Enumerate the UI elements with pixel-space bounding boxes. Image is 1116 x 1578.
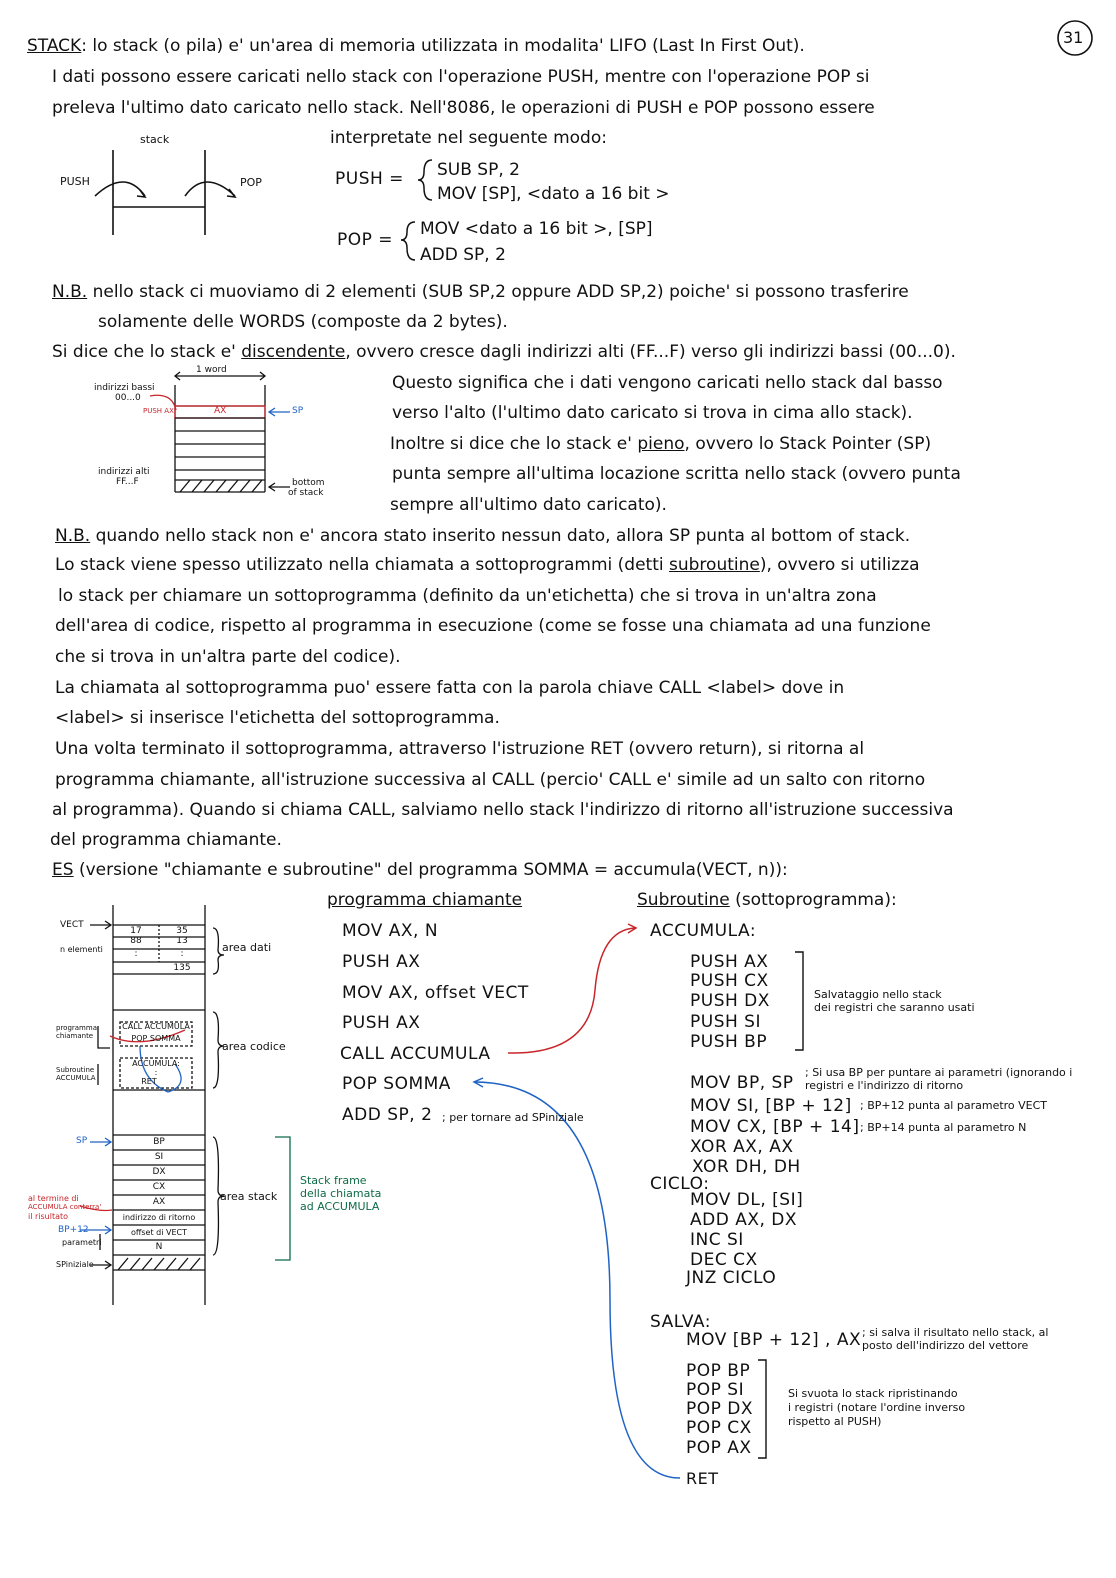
stack-term: STACK bbox=[27, 36, 82, 56]
para3-line-6: <label> si inserisce l'etichetta del sottoprogramma. bbox=[55, 708, 500, 728]
example-title: ES (versione "chiamante e subroutine" del programma SOMMA = accumula(VECT, n)): bbox=[52, 860, 788, 880]
para2-line-5: sempre all'ultimo dato caricato). bbox=[390, 495, 667, 515]
pop-line: POP AX bbox=[686, 1438, 752, 1458]
caller-title: programma chiamante bbox=[327, 890, 523, 910]
bottom-hatch bbox=[180, 480, 262, 492]
intro-line-1: STACK: lo stack (o pila) e' un'area di memoria utilizzata in modalita' LIFO (Last In First Out). bbox=[27, 36, 805, 56]
caller-line: MOV AX, offset VECT bbox=[342, 983, 529, 1003]
pop-def-line-2: ADD SP, 2 bbox=[420, 245, 506, 265]
word-label: 1 word bbox=[196, 365, 227, 375]
push-def-line-1: SUB SP, 2 bbox=[437, 160, 520, 180]
mov-line: MOV SI, [BP + 12] bbox=[690, 1096, 852, 1116]
para2-line-3: Inoltre si dice che lo stack e' pieno, ovvero lo Stack Pointer (SP) bbox=[390, 434, 932, 454]
push-line: PUSH SI bbox=[690, 1012, 761, 1032]
mov-comment: ; BP+12 punta al parametro VECT bbox=[860, 1099, 1048, 1112]
data-cell: 13 bbox=[176, 936, 188, 946]
stack-bottom-hatch bbox=[118, 1258, 200, 1270]
push-pop-diagram bbox=[95, 150, 235, 235]
stack-cell-n: N bbox=[155, 1242, 163, 1252]
caller-line: PUSH AX bbox=[342, 1013, 421, 1033]
parametri-label: parametri bbox=[62, 1238, 102, 1247]
push-line: PUSH BP bbox=[690, 1032, 768, 1052]
pop-arrow-icon bbox=[185, 182, 235, 196]
subroutine-title: Subroutine (sottoprogramma): bbox=[637, 890, 897, 910]
pop-line: POP BP bbox=[686, 1361, 751, 1381]
para3-line-3: dell'area di codice, rispetto al programma in esecuzione (come se fosse una chiamata ad una funzione bbox=[55, 616, 931, 636]
pop-line: POP DX bbox=[686, 1399, 754, 1419]
data-cell: 135 bbox=[173, 963, 191, 973]
data-cell: 88 bbox=[130, 936, 142, 946]
mov-line: XOR AX, AX bbox=[690, 1137, 794, 1157]
sp-iniziale-label: SPiniziale bbox=[56, 1260, 94, 1269]
salva-comment-2: posto dell'indirizzo del vettore bbox=[862, 1339, 1029, 1352]
pop-line: POP SI bbox=[686, 1380, 745, 1400]
call-accumula-cell: CALL ACCUMULA bbox=[122, 1022, 190, 1031]
push-line: PUSH DX bbox=[690, 991, 770, 1011]
low-addr-label: indirizzi bassi bbox=[94, 383, 155, 393]
stack-cell-return-address: indirizzo di ritorno bbox=[122, 1213, 196, 1222]
accumula-dots: : bbox=[154, 1068, 158, 1077]
push-comment-1: Salvataggio nello stack bbox=[814, 988, 942, 1001]
para3-line-2: lo stack per chiamare un sottoprogramma (definito da un'etichetta) che si trova in un'altra zona bbox=[58, 586, 877, 606]
para3-line-7: Una volta terminato il sottoprogramma, attraverso l'istruzione RET (ovvero return), si ritorna al bbox=[55, 739, 865, 759]
push-def-lhs: PUSH = bbox=[335, 169, 404, 189]
stack-cell-cx: CX bbox=[152, 1182, 166, 1192]
data-cell: : bbox=[134, 949, 138, 959]
low-addr-value: 00...0 bbox=[115, 393, 141, 403]
push-line: PUSH AX bbox=[690, 952, 769, 972]
stack-frame-label-2: della chiamata bbox=[300, 1187, 382, 1200]
stack-cell-si: SI bbox=[154, 1152, 164, 1162]
prog-chiamante-label: programma chiamante bbox=[56, 1024, 97, 1040]
para3-line-5: La chiamata al sottoprogramma puo' essere fatta con la parola chiave CALL <label> dove in bbox=[55, 678, 845, 698]
para3-line-1: Lo stack viene spesso utilizzato nella chiamata a sottoprogrammi (detti subroutine), ovvero si utilizza bbox=[55, 555, 920, 575]
push-label: PUSH bbox=[60, 175, 90, 188]
page-number: 31 bbox=[1063, 28, 1084, 47]
stack-frame-label-1: Stack frame bbox=[300, 1174, 367, 1187]
stack-label: stack bbox=[140, 133, 170, 146]
caller-line: PUSH AX bbox=[342, 952, 421, 972]
pop-somma-cell: POP SOMMA bbox=[131, 1034, 181, 1043]
pop-comment-2: i registri (notare l'ordine inverso bbox=[788, 1401, 966, 1414]
caller-line: CALL ACCUMULA bbox=[340, 1044, 491, 1064]
para2-line-4: punta sempre all'ultima locazione scritta nello stack (ovvero punta bbox=[392, 464, 961, 484]
n-elementi-label: n elementi bbox=[60, 945, 103, 954]
para3-line-9: al programma). Quando si chiama CALL, salviamo nello stack l'indirizzo di ritorno all'istruzione successiva bbox=[52, 800, 954, 820]
intro-line-3: preleva l'ultimo dato caricato nello stack. Nell'8086, le operazioni di PUSH e POP possono essere bbox=[52, 98, 875, 118]
push-line: PUSH CX bbox=[690, 971, 769, 991]
ret-line: RET bbox=[686, 1469, 719, 1488]
salva-comment-1: ; si salva il risultato nello stack, al bbox=[862, 1326, 1049, 1339]
area-stack-label: area stack bbox=[220, 1190, 278, 1203]
data-cell: : bbox=[180, 949, 184, 959]
push-arrow-icon bbox=[95, 182, 145, 196]
para3-line-10: del programma chiamante. bbox=[50, 830, 282, 850]
subroutine-label: ACCUMULA: bbox=[650, 921, 757, 941]
descending-stack-diagram bbox=[150, 372, 290, 492]
push-ax-label: PUSH AX bbox=[143, 407, 174, 415]
pop-def-line-1: MOV <dato a 16 bit >, [SP] bbox=[420, 219, 653, 239]
intro-line-4: interpretate nel seguente modo: bbox=[330, 128, 607, 148]
red-note-3: il risultato bbox=[28, 1212, 69, 1221]
nb1-line-2: solamente delle WORDS (composte da 2 bytes). bbox=[98, 312, 508, 332]
salva-line: MOV [BP + 12] , AX bbox=[686, 1330, 862, 1350]
para2-line-2: verso l'alto (l'ultimo dato caricato si trova in cima allo stack). bbox=[392, 403, 913, 423]
caller-line: MOV AX, N bbox=[342, 921, 439, 941]
pop-def-lhs: POP = bbox=[337, 230, 394, 250]
pop-line: POP CX bbox=[686, 1418, 752, 1438]
mov-line: MOV BP, SP bbox=[690, 1073, 794, 1093]
para2-line-1: Questo significa che i dati vengono caricati nello stack dal basso bbox=[392, 373, 943, 393]
pop-comment-3: rispetto al PUSH) bbox=[788, 1415, 882, 1428]
nb1-line-1: N.B. nello stack ci muoviamo di 2 elementi (SUB SP,2 oppure ADD SP,2) poiche' si possono trasferire bbox=[52, 282, 909, 302]
ax-label: AX bbox=[214, 406, 227, 416]
caller-line: ADD SP, 2 bbox=[342, 1105, 433, 1125]
ret-cell: RET bbox=[141, 1077, 157, 1086]
ciclo-line: ADD AX, DX bbox=[690, 1210, 798, 1230]
para3-line-4: che si trova in un'altra parte del codice). bbox=[55, 647, 401, 667]
red-note-1: al termine di bbox=[28, 1194, 79, 1203]
mov-comment: ; BP+14 punta al parametro N bbox=[860, 1121, 1027, 1134]
ciclo-label: CICLO: bbox=[650, 1174, 710, 1194]
mov-line: XOR DH, DH bbox=[692, 1157, 801, 1177]
push-comment-2: dei registri che saranno usati bbox=[814, 1001, 975, 1014]
para3-line-8: programma chiamante, all'istruzione successiva al CALL (percio' CALL e' simile ad un salto con ritorno bbox=[55, 770, 926, 790]
area-codice-label: area codice bbox=[222, 1040, 286, 1053]
pop-comment-1: Si svuota lo stack ripristinando bbox=[788, 1387, 958, 1400]
ciclo-line: MOV DL, [SI] bbox=[690, 1190, 804, 1210]
accumula-cell: ACCUMULA: bbox=[132, 1059, 180, 1068]
mov-comment: ; Si usa BP per puntare ai parametri (ignorando i registri e l'indirizzo di ritorno bbox=[805, 1066, 1073, 1092]
red-note-2: ACCUMULA conterra' bbox=[28, 1203, 102, 1211]
ret-arrow bbox=[475, 1082, 680, 1478]
high-addr-label: indirizzi alti bbox=[98, 467, 150, 477]
stack-cell-dx: DX bbox=[152, 1167, 166, 1177]
ciclo-line: DEC CX bbox=[690, 1250, 758, 1270]
subroutine-label: Subroutine ACCUMULA bbox=[56, 1066, 96, 1082]
bp12-label: BP+12 bbox=[58, 1225, 89, 1235]
of-stack-label: of stack bbox=[288, 488, 324, 498]
area-dati-label: area dati bbox=[222, 941, 272, 954]
sp-pointer-label: SP bbox=[76, 1136, 88, 1146]
stack-cell-offset-vect: offset di VECT bbox=[130, 1228, 188, 1237]
sp-label: SP bbox=[292, 406, 304, 416]
stack-frame-label-3: ad ACCUMULA bbox=[300, 1200, 380, 1213]
stack-cell-ax: AX bbox=[152, 1197, 166, 1207]
push-def-line-2: MOV [SP], <dato a 16 bit > bbox=[437, 184, 670, 204]
high-addr-value: FF...F bbox=[116, 477, 139, 487]
descending-line: Si dice che lo stack e' discendente, ovvero cresce dagli indirizzi alti (FF...F) verso gli indirizzi bassi (00...0). bbox=[52, 342, 956, 362]
pop-label: POP bbox=[240, 176, 262, 189]
stack-cell-bp: BP bbox=[153, 1137, 165, 1147]
vect-label: VECT bbox=[60, 920, 84, 930]
data-cell: 17 bbox=[130, 926, 142, 936]
bottom-label: bottom bbox=[292, 478, 325, 488]
caller-comment: ; per tornare ad SPiniziale bbox=[442, 1111, 584, 1124]
data-cell: 35 bbox=[176, 926, 188, 936]
nb2-line: N.B. quando nello stack non e' ancora stato inserito nessun dato, allora SP punta al bottom of stack. bbox=[55, 526, 911, 546]
mov-line: MOV CX, [BP + 14] bbox=[690, 1117, 860, 1137]
ciclo-line: JNZ CICLO bbox=[686, 1268, 777, 1288]
ciclo-line: INC SI bbox=[690, 1230, 744, 1250]
intro-line-2: I dati possono essere caricati nello stack con l'operazione PUSH, mentre con l'operazione POP si bbox=[52, 67, 870, 87]
salva-label: SALVA: bbox=[650, 1312, 711, 1332]
caller-line: POP SOMMA bbox=[342, 1074, 451, 1094]
